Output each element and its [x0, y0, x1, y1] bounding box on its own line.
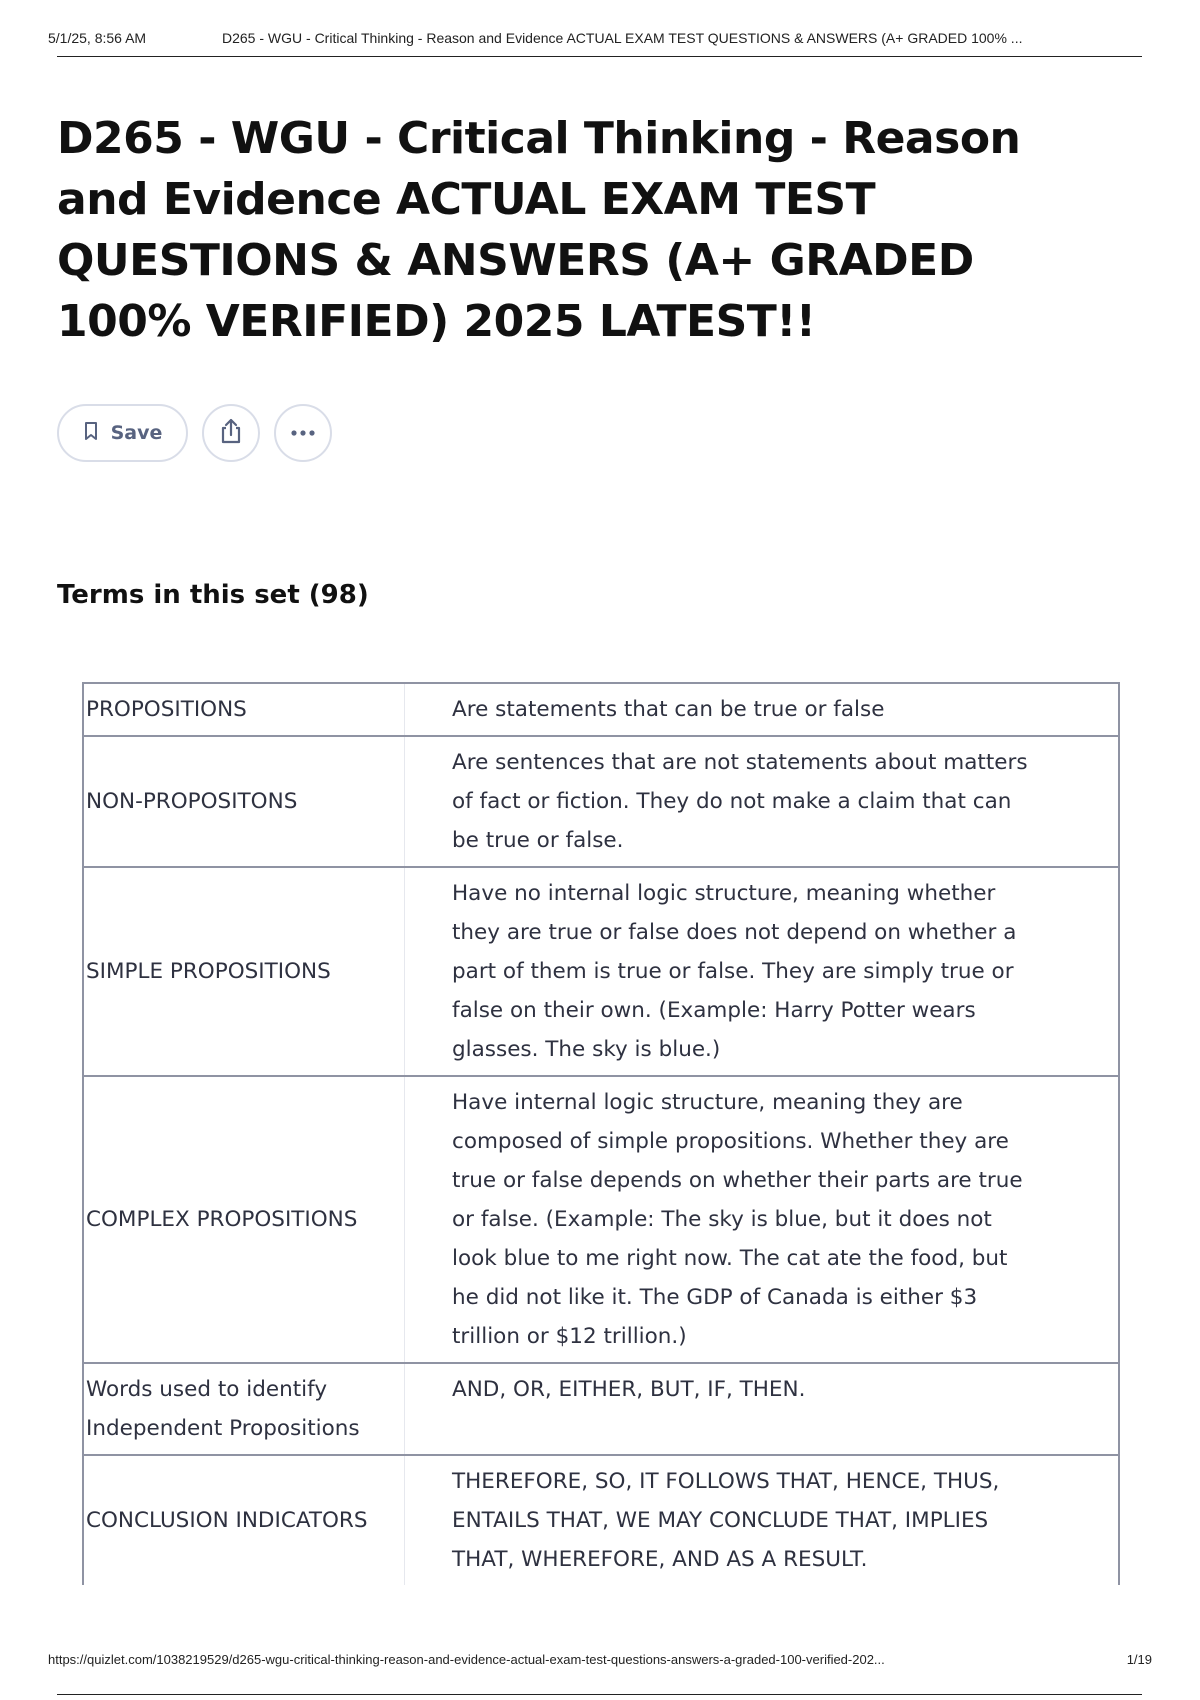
page-number: 1/19 [1126, 1652, 1152, 1667]
term-row [83, 1076, 1119, 1363]
definition-cell: Have internal logic structure, meaning they are composed of simple propositions. Whether they are true or false depends on whether their parts are true or false. (Example: The sky is blue, but it does not look blue to me right now. The cat ate the food, but he did not like it. The GDP of Canada is either $3 trillion or $12 trillion.) [405, 1076, 1120, 1363]
term-cell: SIMPLE PROPOSITIONS [83, 867, 405, 1076]
page-title: D265 - WGU - Critical Thinking - Reason and Evidence ACTUAL EXAM TEST QUESTIONS & ANSWERS (A+ GRADED 100% VERIFIED) 2025 LATEST!! [57, 113, 1021, 347]
term-cell: NON-PROPOSITONS [83, 736, 405, 867]
terms-table [82, 682, 1120, 1585]
term-cell: PROPOSITIONS [83, 683, 405, 736]
term-row [83, 683, 1119, 736]
footer-divider [57, 1694, 1142, 1695]
term-cell: Words used to identify Independent Propositions [83, 1363, 405, 1455]
save-button-label: Save [110, 422, 163, 444]
term-row [83, 867, 1119, 1076]
definition-cell: Are sentences that are not statements about matters of fact or fiction. They do not make a claim that can be true or false. [405, 736, 1120, 867]
term-row [83, 736, 1119, 867]
definition-cell: AND, OR, EITHER, BUT, IF, THEN. [405, 1363, 1120, 1455]
term-cell: CONCLUSION INDICATORS [83, 1455, 405, 1585]
definition-cell: Have no internal logic structure, meaning whether they are true or false does not depend on whether a part of them is true or false. They are simply true or false on their own. (Example: Harry Potter wears glasses. The sky is blue.) [405, 867, 1120, 1076]
term-row [83, 1455, 1119, 1585]
term-row [83, 1363, 1119, 1455]
definition-cell: Are statements that can be true or false [405, 683, 1120, 736]
terms-heading: Terms in this set (98) [57, 580, 369, 610]
print-datetime: 5/1/25, 8:56 AM [48, 30, 147, 46]
print-footer [48, 1652, 1152, 1672]
print-doc-title: D265 - WGU - Critical Thinking - Reason and Evidence ACTUAL EXAM TEST QUESTIONS & ANSWERS (A+ GRADED 100% ... [222, 30, 1023, 46]
definition-cell: THEREFORE, SO, IT FOLLOWS THAT, HENCE, THUS, ENTAILS THAT, WE MAY CONCLUDE THAT, IMPLIES THAT, WHEREFORE, AND AS A RESULT. [405, 1455, 1120, 1585]
print-url: https://quizlet.com/1038219529/d265-wgu-critical-thinking-reason-and-evidence-actual-exam-test-questions-answers-a-graded-100-verified-202... [48, 1652, 885, 1667]
term-cell: COMPLEX PROPOSITIONS [83, 1076, 405, 1363]
